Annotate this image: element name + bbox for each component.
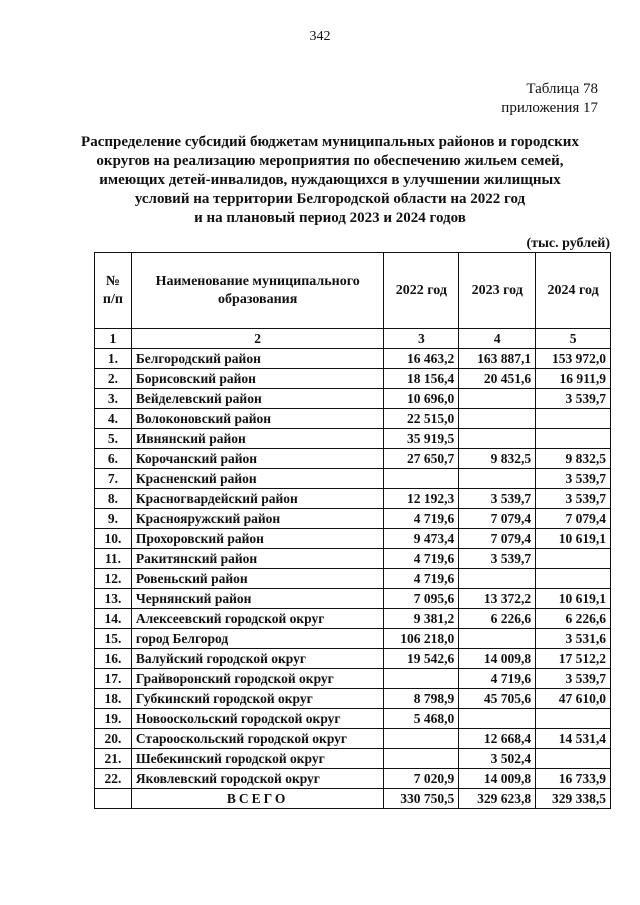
municipality-name: Белгородский район — [131, 349, 384, 369]
table-row — [95, 529, 611, 549]
municipality-name: Новооскольский городской округ — [131, 709, 384, 729]
value-2024: 3 539,7 — [536, 389, 611, 409]
value-2022: 106 218,0 — [384, 629, 459, 649]
value-2023: 7 079,4 — [459, 509, 536, 529]
value-2022: 7 095,6 — [384, 589, 459, 609]
title-line: условий на территории Белгородской области на 2022 год — [134, 191, 526, 207]
table-row — [95, 409, 611, 429]
subsidy-table — [94, 252, 611, 809]
value-2022: 4 719,6 — [384, 549, 459, 569]
value-2022: 5 468,0 — [384, 709, 459, 729]
table-row — [95, 669, 611, 689]
table-row — [95, 709, 611, 729]
value-2024: 3 539,7 — [536, 489, 611, 509]
table-row — [95, 749, 611, 769]
table-row — [95, 629, 611, 649]
table-reference — [501, 80, 598, 118]
value-2024 — [536, 409, 611, 429]
value-2024: 3 539,7 — [536, 469, 611, 489]
value-2023 — [459, 409, 536, 429]
row-number: 18. — [95, 689, 132, 709]
table-row — [95, 389, 611, 409]
title-line: и на плановый период 2023 и 2024 годов — [194, 210, 466, 226]
value-2023 — [459, 569, 536, 589]
value-2024: 16 911,9 — [536, 369, 611, 389]
value-2024 — [536, 569, 611, 589]
column-number-row — [95, 329, 611, 349]
value-2024: 10 619,1 — [536, 589, 611, 609]
value-2022: 8 798,9 — [384, 689, 459, 709]
value-2022 — [384, 749, 459, 769]
value-2022: 4 719,6 — [384, 569, 459, 589]
municipality-name: Красногвардейский район — [131, 489, 384, 509]
value-2023 — [459, 389, 536, 409]
municipality-name: Ракитянский район — [131, 549, 384, 569]
value-2024: 153 972,0 — [536, 349, 611, 369]
value-2022: 4 719,6 — [384, 509, 459, 529]
municipality-name: Грайворонский городской округ — [131, 669, 384, 689]
document-title — [60, 133, 600, 228]
value-2023 — [459, 709, 536, 729]
row-number: 16. — [95, 649, 132, 669]
row-number: 22. — [95, 769, 132, 789]
row-number: 21. — [95, 749, 132, 769]
row-number: 3. — [95, 389, 132, 409]
value-2023: 3 502,4 — [459, 749, 536, 769]
value-2024 — [536, 429, 611, 449]
value-2023: 7 079,4 — [459, 529, 536, 549]
column-number: 2 — [131, 329, 384, 349]
total-2024: 329 338,5 — [536, 789, 611, 809]
table-body — [95, 329, 611, 789]
value-2022: 9 381,2 — [384, 609, 459, 629]
row-number: 1. — [95, 349, 132, 369]
municipality-name: Прохоровский район — [131, 529, 384, 549]
total-row — [95, 789, 611, 809]
table-number: Таблица 78 — [526, 81, 598, 97]
table-row — [95, 509, 611, 529]
title-line: имеющих детей-инвалидов, нуждающихся в улучшении жилищных — [99, 172, 561, 188]
appendix-reference: приложения 17 — [501, 100, 598, 116]
row-number: 2. — [95, 369, 132, 389]
header-municipality: Наименование муниципального образования — [131, 253, 384, 329]
value-2023 — [459, 469, 536, 489]
value-2023: 20 451,6 — [459, 369, 536, 389]
municipality-name: Ровеньский район — [131, 569, 384, 589]
value-2022: 18 156,4 — [384, 369, 459, 389]
municipality-name: Ивнянский район — [131, 429, 384, 449]
value-2024: 14 531,4 — [536, 729, 611, 749]
value-2022 — [384, 669, 459, 689]
row-number: 10. — [95, 529, 132, 549]
value-2022: 10 696,0 — [384, 389, 459, 409]
row-number: 9. — [95, 509, 132, 529]
value-2022: 35 919,5 — [384, 429, 459, 449]
municipality-name: город Белгород — [131, 629, 384, 649]
title-line: округов на реализацию мероприятия по обеспечению жильем семей, — [96, 153, 564, 169]
table-row — [95, 549, 611, 569]
value-2023: 12 668,4 — [459, 729, 536, 749]
table-row — [95, 769, 611, 789]
row-number: 17. — [95, 669, 132, 689]
value-2023 — [459, 429, 536, 449]
value-2023: 9 832,5 — [459, 449, 536, 469]
municipality-name: Борисовский район — [131, 369, 384, 389]
value-2022: 7 020,9 — [384, 769, 459, 789]
value-2023: 14 009,8 — [459, 649, 536, 669]
value-2023: 163 887,1 — [459, 349, 536, 369]
table-row — [95, 729, 611, 749]
table-header-row — [95, 253, 611, 329]
municipality-name: Вейделевский район — [131, 389, 384, 409]
municipality-name: Старооскольский городской округ — [131, 729, 384, 749]
municipality-name: Яковлевский городской округ — [131, 769, 384, 789]
municipality-name: Чернянский район — [131, 589, 384, 609]
row-number: 5. — [95, 429, 132, 449]
table-row — [95, 369, 611, 389]
table-row — [95, 589, 611, 609]
value-2023: 14 009,8 — [459, 769, 536, 789]
row-number: 13. — [95, 589, 132, 609]
row-number: 20. — [95, 729, 132, 749]
row-number: 6. — [95, 449, 132, 469]
total-2023: 329 623,8 — [459, 789, 536, 809]
table-row — [95, 429, 611, 449]
table-row — [95, 609, 611, 629]
row-number: 11. — [95, 549, 132, 569]
municipality-name: Краснояружский район — [131, 509, 384, 529]
value-2022: 22 515,0 — [384, 409, 459, 429]
municipality-name: Красненский район — [131, 469, 384, 489]
row-number: 19. — [95, 709, 132, 729]
value-2024: 47 610,0 — [536, 689, 611, 709]
row-number: 4. — [95, 409, 132, 429]
row-number: 12. — [95, 569, 132, 589]
value-2023: 3 539,7 — [459, 549, 536, 569]
municipality-name: Шебекинский городской округ — [131, 749, 384, 769]
row-number: 8. — [95, 489, 132, 509]
value-2024: 6 226,6 — [536, 609, 611, 629]
table-row — [95, 349, 611, 369]
table-row — [95, 489, 611, 509]
value-2023: 3 539,7 — [459, 489, 536, 509]
municipality-name: Алексеевский городской округ — [131, 609, 384, 629]
total-empty-cell — [95, 789, 132, 809]
total-label: ВСЕГО — [131, 789, 384, 809]
table-row — [95, 469, 611, 489]
value-2023: 45 705,6 — [459, 689, 536, 709]
value-2022 — [384, 469, 459, 489]
title-line: Распределение субсидий бюджетам муниципальных районов и городских — [81, 134, 579, 150]
header-2023: 2023 год — [459, 253, 536, 329]
value-2022: 9 473,4 — [384, 529, 459, 549]
column-number: 5 — [536, 329, 611, 349]
value-2023: 13 372,2 — [459, 589, 536, 609]
value-2023 — [459, 629, 536, 649]
table-row — [95, 449, 611, 469]
column-number: 4 — [459, 329, 536, 349]
value-2022: 19 542,6 — [384, 649, 459, 669]
value-2022: 27 650,7 — [384, 449, 459, 469]
row-number: 14. — [95, 609, 132, 629]
table-row — [95, 689, 611, 709]
value-2024: 3 531,6 — [536, 629, 611, 649]
value-2022: 16 463,2 — [384, 349, 459, 369]
row-number: 7. — [95, 469, 132, 489]
row-number: 15. — [95, 629, 132, 649]
municipality-name: Волоконовский район — [131, 409, 384, 429]
value-2024: 7 079,4 — [536, 509, 611, 529]
units-label: (тыс. рублей) — [526, 236, 610, 251]
municipality-name: Корочанский район — [131, 449, 384, 469]
municipality-name: Валуйский городской округ — [131, 649, 384, 669]
value-2024: 16 733,9 — [536, 769, 611, 789]
value-2022 — [384, 729, 459, 749]
value-2024: 17 512,2 — [536, 649, 611, 669]
value-2022: 12 192,3 — [384, 489, 459, 509]
value-2024 — [536, 549, 611, 569]
value-2024: 3 539,7 — [536, 669, 611, 689]
header-2024: 2024 год — [536, 253, 611, 329]
value-2024 — [536, 709, 611, 729]
municipality-name: Губкинский городской округ — [131, 689, 384, 709]
value-2024 — [536, 749, 611, 769]
value-2023: 4 719,6 — [459, 669, 536, 689]
header-2022: 2022 год — [384, 253, 459, 329]
header-number: № п/п — [95, 253, 132, 329]
column-number: 3 — [384, 329, 459, 349]
table-row — [95, 569, 611, 589]
column-number: 1 — [95, 329, 132, 349]
table-row — [95, 649, 611, 669]
value-2023: 6 226,6 — [459, 609, 536, 629]
value-2024: 9 832,5 — [536, 449, 611, 469]
page-number: 342 — [309, 29, 331, 44]
total-2022: 330 750,5 — [384, 789, 459, 809]
value-2024: 10 619,1 — [536, 529, 611, 549]
